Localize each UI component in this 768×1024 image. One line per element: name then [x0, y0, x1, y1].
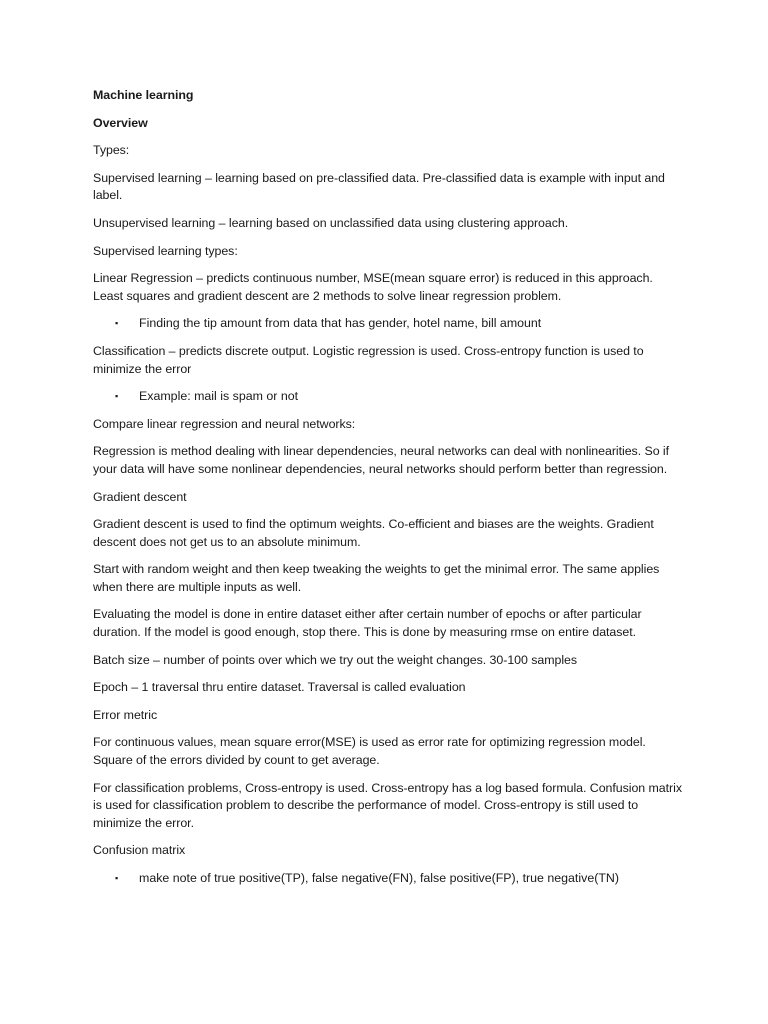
- unsupervised-learning-definition: Unsupervised learning – learning based on unclassified data using clustering approach.: [93, 215, 569, 230]
- bullet-icon: ▪: [115, 873, 119, 883]
- supervised-learning-definition: Supervised learning – learning based on pre-classified data. Pre-classified data is example with input and label.: [93, 170, 665, 203]
- bullet-icon: ▪: [115, 318, 119, 329]
- batch-size-paragraph: Batch size – number of points over which we try out the weight changes. 30-100 samples: [93, 652, 578, 667]
- document-title: Machine learning: [93, 88, 194, 102]
- bullet-icon: ▪: [115, 391, 119, 402]
- linear-regression-definition: Linear Regression – predicts continuous number, MSE(mean square error) is reduced in this approach. Least squares and gradient descent are 2 methods to solve linear regression problem.: [93, 271, 653, 303]
- document-page: [93, 87, 683, 898]
- linear-regression-example-item: [93, 315, 683, 333]
- confusion-matrix-item: [93, 870, 683, 888]
- list-item-text: Finding the tip amount from data that has gender, hotel name, bill amount: [139, 316, 542, 331]
- error-metric-paragraph-2: For classification problems, Cross-entropy is used. Cross-entropy has a log based formula. Confusion matrix is used for classification problem to describe the performance of model. Cross-entropy is still used to minimize the error.: [93, 780, 682, 830]
- compare-label: Compare linear regression and neural networks:: [93, 416, 356, 431]
- types-label: Types:: [93, 143, 130, 158]
- overview-heading: Overview: [93, 115, 148, 130]
- compare-text: Regression is method dealing with linear dependencies, neural networks can deal with nonlinearities. So if your data will have some nonlinear dependencies, neural networks should perform better than regression.: [93, 444, 670, 476]
- confusion-matrix-heading: Confusion matrix: [93, 843, 186, 858]
- list-item-text: Example: mail is spam or not: [139, 389, 299, 404]
- evaluating-paragraph: Evaluating the model is done in entire dataset either after certain number of epochs or after particular duration. If the model is good enough, stop there. This is done by measuring rmse on entire dataset.: [93, 607, 642, 640]
- classification-example-item: [93, 388, 683, 406]
- gradient-descent-heading: Gradient descent: [93, 489, 187, 504]
- classification-definition: Classification – predicts discrete output. Logistic regression is used. Cross-entropy function is used to minimize the error: [93, 343, 644, 376]
- epoch-paragraph: Epoch – 1 traversal thru entire dataset. Traversal is called evaluation: [93, 680, 466, 695]
- list-item-text: make note of true positive(TP), false negative(FN), false positive(FP), true negative(TN): [139, 871, 619, 885]
- gradient-descent-paragraph-2: Start with random weight and then keep tweaking the weights to get the minimal error. The same applies when there are multiple inputs as well.: [93, 562, 660, 594]
- error-metric-heading: Error metric: [93, 707, 158, 722]
- gradient-descent-paragraph-1: Gradient descent is used to find the optimum weights. Co-efficient and biases are the weights. Gradient descent does not get us to an absolute minimum.: [93, 517, 654, 549]
- supervised-types-label: Supervised learning types:: [93, 243, 238, 258]
- error-metric-paragraph-1: For continuous values, mean square error(MSE) is used as error rate for optimizing regression model. Square of the errors divided by count to get average.: [93, 735, 646, 768]
